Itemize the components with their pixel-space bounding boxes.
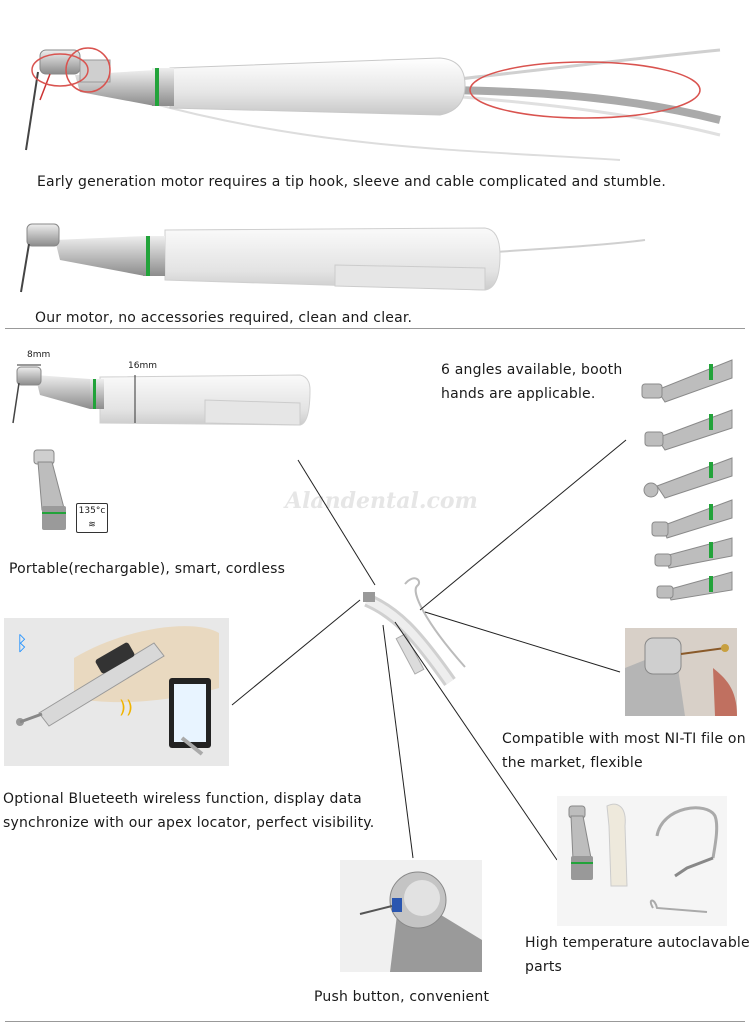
bottom-divider [5,1021,745,1022]
svg-text:ᛒ: ᛒ [16,631,28,655]
feature-angles-line2: hands are applicable. [441,386,596,402]
feature-portable: Portable(rechargable), smart, cordless [9,561,286,577]
feature-bluetooth-line2: synchronize with our apex locator, perfect visibility. [3,815,375,831]
autoclave-temp: 135°c [78,506,106,516]
feature-bluetooth-line1: Optional Blueteeth wireless function, display data [3,791,362,807]
caption-old-motor: Early generation motor requires a tip hook, sleeve and cable complicated and stumble. [37,174,667,190]
svg-text:)): )) [119,697,134,718]
niti-file-photo [625,628,737,716]
dim-body-label: 16mm [128,361,157,371]
watermark-text: Alandental.com [285,488,478,514]
bluetooth-photo [4,618,229,766]
feature-niti-line1: Compatible with most NI-TI file on [502,731,746,747]
autoclave-icon: 135°c ≋ [76,503,108,533]
feature-angles-line1: 6 angles available, booth [441,362,623,378]
feature-autoclave-line1: High temperature autoclavable [525,935,750,951]
caption-new-motor: Our motor, no accessories required, clean and clear. [35,310,413,326]
push-button-photo [340,860,482,972]
feature-autoclave-line2: parts [525,959,563,975]
autoclave-parts-photo [557,796,727,926]
feature-push-button: Push button, convenient [314,989,490,1005]
feature-niti-line2: the market, flexible [502,755,643,771]
dim-head-label: 8mm [27,350,51,360]
